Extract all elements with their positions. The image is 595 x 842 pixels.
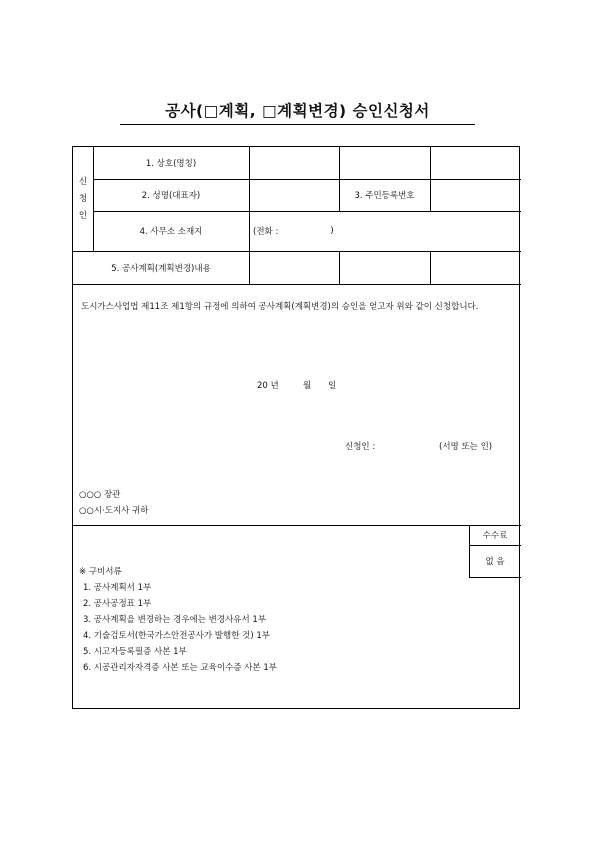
office-address-field[interactable] — [253, 211, 513, 251]
applicant-label-char: 신 — [78, 176, 88, 187]
business-name-field-3[interactable] — [430, 147, 521, 179]
fee-value: 없 음 — [485, 557, 505, 567]
form-title: 공사(□계획, □계획변경) 승인신청서 — [120, 98, 475, 125]
construction-content-field-2[interactable] — [339, 251, 430, 284]
application-form — [72, 146, 520, 709]
representative-label: 2. 성명(대표자) — [141, 191, 201, 201]
document-item: 2. 공사공정표 1부 — [83, 599, 152, 609]
document-item: 5. 시고자등록필증 사본 1부 — [83, 647, 187, 657]
addressee-minister: ○○○ 장관 — [79, 490, 121, 500]
construction-content-field[interactable] — [249, 251, 339, 284]
signature-note: (서명 또는 인) — [439, 442, 493, 452]
date-year: 20 년 — [257, 381, 279, 391]
applicant-group-label — [73, 147, 93, 251]
document-item: 6. 시공관리자자격증 사본 또는 교육이수증 사본 1부 — [83, 663, 277, 673]
construction-content-label: 5. 공사계획(계획변경)내용 — [111, 263, 211, 274]
date-day: 일 — [328, 381, 337, 391]
addressee-governor: ○○시·도지사 귀하 — [79, 506, 149, 516]
rrn-field[interactable] — [430, 179, 521, 211]
date-month: 월 — [303, 381, 312, 391]
construction-content-field-3[interactable] — [430, 251, 521, 284]
applicant-label-char: 청 — [78, 193, 88, 204]
document-item: 3. 공사계획을 변경하는 경우에는 변경사유서 1부 — [83, 615, 267, 625]
phone-close: ) — [330, 226, 334, 236]
representative-field[interactable] — [249, 179, 339, 211]
rrn-label: 3. 주민등록번호 — [354, 191, 415, 201]
business-name-label: 1. 상호(명칭) — [145, 159, 197, 169]
application-statement: 도시가스사업법 제11조 제1항의 규정에 의하여 공사계획(계획변경)의 승인을 얻고자 위와 같이 신청합니다. — [81, 302, 479, 312]
fee-divider — [469, 577, 521, 578]
row-divider — [73, 284, 521, 285]
required-documents-heading: ※ 구비서류 — [79, 567, 122, 577]
document-item: 1. 공사계획서 1부 — [83, 583, 152, 593]
applicant-label-char: 인 — [78, 210, 88, 221]
fee-label: 수수료 — [482, 531, 508, 541]
phone-text: (전화 : — [253, 227, 279, 237]
business-name-field-2[interactable] — [339, 147, 430, 179]
business-name-field[interactable] — [249, 147, 339, 179]
signature-label: 신청인 : — [345, 442, 376, 452]
office-address-label: 4. 사무소 소재지 — [139, 227, 203, 237]
document-item: 4. 기술검토서(한국가스안전공사가 발행한 것) 1부 — [83, 631, 270, 641]
section-divider — [73, 525, 521, 526]
